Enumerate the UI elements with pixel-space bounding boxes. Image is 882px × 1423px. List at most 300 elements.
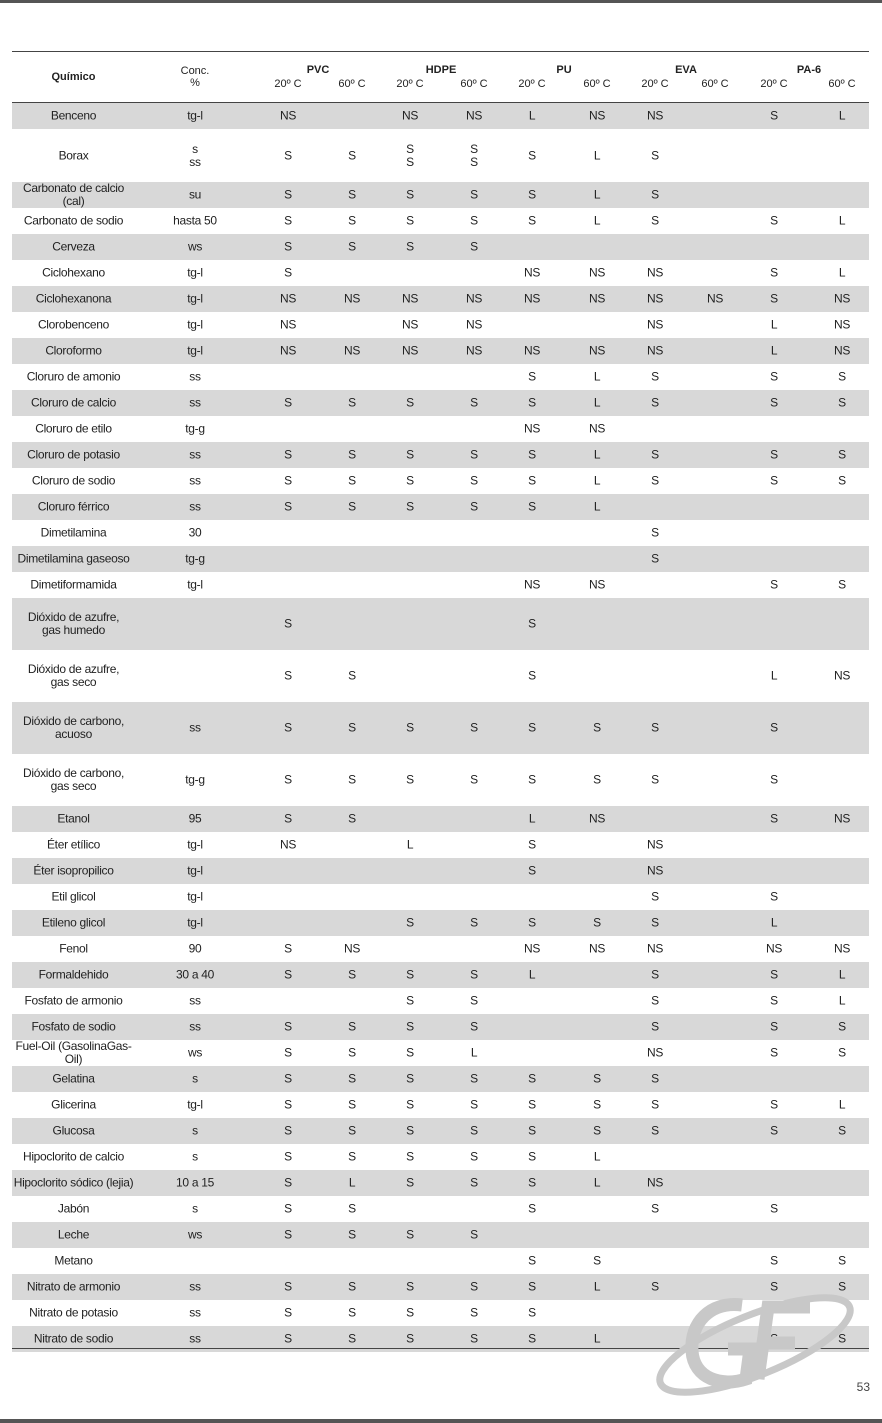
resistance-value: NS (465, 343, 483, 358)
chemical-name: Benceno (50, 108, 97, 123)
resistance-value: NS (646, 1175, 664, 1190)
table-body (12, 103, 869, 1352)
resistance-value: NS (401, 108, 419, 123)
resistance-value: S (348, 447, 356, 462)
resistance-value: NS (279, 837, 297, 852)
table-row (12, 520, 869, 546)
resistance-value: S (528, 863, 536, 878)
resistance-value: S (770, 967, 778, 982)
concentration: tg-l (187, 889, 203, 904)
resistance-value: S (406, 967, 414, 982)
resistance-value: NS (279, 108, 297, 123)
resistance-value: NS (588, 343, 606, 358)
resistance-value: S (528, 668, 536, 683)
resistance-value: L (838, 108, 846, 123)
resistance-value: S (528, 473, 536, 488)
resistance-value: S (838, 395, 846, 410)
resistance-value: S (593, 1253, 601, 1268)
resistance-value: S (284, 1227, 292, 1242)
table-row (12, 936, 869, 962)
resistance-value: NS (588, 811, 606, 826)
resistance-value: NS (646, 863, 664, 878)
resistance-value: S (651, 1019, 659, 1034)
concentration: s (192, 1071, 198, 1086)
table-row (12, 1014, 869, 1040)
concentration: ws (187, 1045, 203, 1060)
table-row (12, 962, 869, 988)
table-row (12, 1092, 869, 1118)
resistance-value: S (284, 499, 292, 514)
chemical-name: Fosfato de sodio (31, 1019, 116, 1034)
resistance-value: NS (523, 291, 541, 306)
resistance-value: NS (833, 811, 851, 826)
chemical-name: Dimetiformamida (30, 577, 117, 592)
resistance-value: S (770, 447, 778, 462)
resistance-value: S (284, 473, 292, 488)
resistance-value: S (528, 1201, 536, 1216)
concentration: su (188, 187, 202, 202)
resistance-value: S (406, 499, 414, 514)
resistance-value: S (770, 1279, 778, 1294)
resistance-value: NS (279, 291, 297, 306)
resistance-value: S (651, 395, 659, 410)
concentration: tg-l (187, 291, 203, 306)
resistance-value: S (470, 1149, 478, 1164)
header-temp60: 60º C (828, 78, 856, 90)
resistance-value: S (470, 395, 478, 410)
table-row (12, 390, 869, 416)
table-row (12, 494, 869, 520)
chemical-name: Cloruro de etilo (35, 421, 112, 436)
resistance-value: L (770, 668, 778, 683)
resistance-value: S (593, 720, 601, 735)
resistance-value: L (528, 108, 536, 123)
resistance-value: NS (833, 941, 851, 956)
chemical-name: Metano (54, 1253, 93, 1268)
chemical-name: Ciclohexano (42, 265, 105, 280)
chemical-name: Fuel-Oil (GasolinaGas-Oil) (15, 1039, 132, 1066)
table-row (12, 103, 869, 129)
resistance-value: L (593, 1331, 601, 1346)
concentration: tg-l (187, 317, 203, 332)
chemical-name: Dimetilamina gaseoso (17, 551, 130, 566)
chemical-name: Fosfato de armonio (24, 993, 123, 1008)
resistance-value: S (838, 1331, 846, 1346)
resistance-value: S (348, 187, 356, 202)
resistance-value: S (651, 473, 659, 488)
resistance-value: NS (588, 577, 606, 592)
gf-logo (650, 1279, 860, 1403)
resistance-value: S (770, 213, 778, 228)
resistance-value: NS (646, 108, 664, 123)
header-temp60: 60º C (583, 78, 611, 90)
resistance-value: L (770, 317, 778, 332)
table-row (12, 832, 869, 858)
resistance-value: S (470, 187, 478, 202)
resistance-value: S (528, 1279, 536, 1294)
resistance-value: NS (646, 941, 664, 956)
resistance-value: S (651, 1201, 659, 1216)
chemical-name: Dimetilamina (40, 525, 107, 540)
resistance-value: S (651, 993, 659, 1008)
resistance-value: S (593, 915, 601, 930)
resistance-value: S (348, 720, 356, 735)
header-group-pvc: PVC (306, 64, 330, 76)
resistance-value: NS (401, 291, 419, 306)
resistance-value: L (593, 1149, 601, 1164)
resistance-value: S (651, 525, 659, 540)
resistance-value: S (470, 499, 478, 514)
resistance-value: S (284, 1071, 292, 1086)
resistance-value: S (406, 1331, 414, 1346)
resistance-value: S (284, 967, 292, 982)
resistance-value: S (348, 473, 356, 488)
resistance-value: L (593, 447, 601, 462)
resistance-value: NS (833, 343, 851, 358)
chemical-name: Cloruro de amonio (26, 369, 121, 384)
resistance-value: S (838, 577, 846, 592)
resistance-value: S (406, 395, 414, 410)
resistance-value: NS (465, 291, 483, 306)
chemical-name: Nitrato de armonio (26, 1279, 121, 1294)
resistance-value: NS (523, 941, 541, 956)
resistance-value: L (770, 343, 778, 358)
table-row (12, 260, 869, 286)
resistance-value: S (528, 1331, 536, 1346)
header-temp20: 20º C (760, 78, 788, 90)
resistance-value: NS (646, 265, 664, 280)
table-row (12, 338, 869, 364)
resistance-value: NS (343, 291, 361, 306)
resistance-value: S (284, 941, 292, 956)
resistance-value: S (770, 473, 778, 488)
concentration: ws (187, 1227, 203, 1242)
resistance-value: S (470, 239, 478, 254)
resistance-value: S (406, 1071, 414, 1086)
resistance-value: S (593, 1097, 601, 1112)
resistance-value: S (528, 395, 536, 410)
header-temp60: 60º C (338, 78, 366, 90)
resistance-value: S (406, 915, 414, 930)
resistance-value: S (470, 1097, 478, 1112)
resistance-value: NS (588, 421, 606, 436)
resistance-value: S (284, 1331, 292, 1346)
resistance-value: S (770, 1097, 778, 1112)
resistance-value: L (593, 395, 601, 410)
chemical-name: Fenol (59, 941, 88, 956)
resistance-value: S (348, 772, 356, 787)
header-temp60: 60º C (460, 78, 488, 90)
resistance-value: S (528, 720, 536, 735)
concentration: 95 (188, 811, 202, 826)
resistance-value: S (770, 369, 778, 384)
resistance-value: S (284, 187, 292, 202)
concentration: ss (189, 720, 201, 735)
chemical-name: Cerveza (52, 239, 95, 254)
resistance-value: S (470, 772, 478, 787)
resistance-value: S (651, 1279, 659, 1294)
resistance-value: S (348, 1019, 356, 1034)
chemical-name: Borax (58, 148, 89, 162)
resistance-value: S (470, 1071, 478, 1086)
resistance-value: S (284, 811, 292, 826)
resistance-value: NS (343, 343, 361, 358)
header-group-pa-6: PA-6 (796, 64, 822, 76)
header-conc: Conc. % (180, 65, 210, 89)
resistance-value: S (348, 1305, 356, 1320)
resistance-value: L (406, 837, 414, 852)
chemical-name: Formaldehido (38, 967, 109, 982)
table-row (12, 364, 869, 390)
concentration: s (192, 1201, 198, 1216)
concentration: ss (189, 1279, 201, 1294)
resistance-value: NS (588, 291, 606, 306)
resistance-value: S (593, 1071, 601, 1086)
resistance-value: L (593, 148, 601, 162)
chemical-name: Dióxido de azufre, gas seco (27, 662, 120, 689)
chemical-name: Ciclohexanona (35, 291, 112, 306)
resistance-value: S (348, 213, 356, 228)
table-row (12, 988, 869, 1014)
concentration: ss (189, 395, 201, 410)
resistance-value: S (470, 213, 478, 228)
resistance-value: L (593, 473, 601, 488)
concentration: tg-l (187, 915, 203, 930)
concentration: ws (187, 239, 203, 254)
chemical-name: Glicerina (51, 1097, 96, 1112)
table-row (12, 1040, 869, 1066)
resistance-value: NS (465, 317, 483, 332)
resistance-value: S (651, 772, 659, 787)
resistance-value: S (651, 447, 659, 462)
resistance-value: S (470, 993, 478, 1008)
concentration: s (192, 1149, 198, 1164)
chemical-name: Nitrato de sodio (33, 1331, 114, 1346)
resistance-value: NS (765, 941, 783, 956)
chemical-name: Cloruro férrico (37, 499, 110, 514)
table-row (12, 884, 869, 910)
resistance-value: S (470, 967, 478, 982)
resistance-value: S (770, 108, 778, 123)
resistance-value: S (528, 1149, 536, 1164)
resistance-value: S (284, 1305, 292, 1320)
resistance-value: S (406, 1019, 414, 1034)
resistance-value: S (348, 1227, 356, 1242)
resistance-value: S (470, 915, 478, 930)
resistance-value: S (651, 187, 659, 202)
resistance-value: S (651, 213, 659, 228)
resistance-value: S (651, 1097, 659, 1112)
concentration: tg-g (185, 772, 205, 787)
resistance-value: L (593, 369, 601, 384)
resistance-value: S (348, 1279, 356, 1294)
chemical-name: Dióxido de carbono, gas seco (22, 766, 125, 793)
resistance-value: S (406, 473, 414, 488)
chemical-name: Cloruro de sodio (31, 473, 116, 488)
table-row (12, 1170, 869, 1196)
concentration: 30 (188, 525, 202, 540)
resistance-value: S (528, 915, 536, 930)
concentration: 30 a 40 (176, 967, 214, 982)
resistance-value: S (406, 1097, 414, 1112)
resistance-value: S (348, 811, 356, 826)
resistance-value: S (284, 1175, 292, 1190)
resistance-value: S (284, 213, 292, 228)
concentration: ss (189, 447, 201, 462)
table-row (12, 234, 869, 260)
resistance-value: NS (465, 108, 483, 123)
resistance-value: S (770, 1253, 778, 1268)
resistance-value: S (284, 1279, 292, 1294)
chemical-name: Carbonato de sodio (23, 213, 124, 228)
chemical-name: Hipoclorito sódico (lejia) (13, 1175, 134, 1190)
chemical-name: Etil glicol (51, 889, 96, 904)
resistance-value: S (348, 395, 356, 410)
resistance-value: L (770, 915, 778, 930)
table-row (12, 572, 869, 598)
resistance-value: S (651, 967, 659, 982)
resistance-value: NS (833, 668, 851, 683)
resistance-value: S (348, 239, 356, 254)
resistance-value: L (593, 499, 601, 514)
resistance-value: NS (523, 265, 541, 280)
resistance-value: S (348, 1045, 356, 1060)
resistance-value: L (470, 1045, 478, 1060)
table-row (12, 1222, 869, 1248)
header-quimico: Químico (51, 71, 96, 83)
chemical-resistance-table (12, 51, 869, 1352)
resistance-value: S (470, 1305, 478, 1320)
chemical-name: Carbonato de calcio (cal) (22, 181, 125, 208)
resistance-value: S (528, 616, 536, 631)
concentration: tg-l (187, 837, 203, 852)
resistance-value: S (838, 1253, 846, 1268)
resistance-value: S (406, 772, 414, 787)
chemical-name: Glucosa (52, 1123, 95, 1138)
chemical-name: Cloruro de calcio (31, 395, 116, 410)
concentration: s ss (189, 141, 201, 169)
chemical-name: Leche (57, 1227, 90, 1242)
header-group-hdpe: HDPE (425, 64, 457, 76)
resistance-value: NS (833, 291, 851, 306)
table-row (12, 286, 869, 312)
resistance-value: NS (343, 941, 361, 956)
resistance-value: S (348, 1331, 356, 1346)
concentration: 10 a 15 (176, 1175, 214, 1190)
concentration: tg-l (187, 863, 203, 878)
resistance-value: L (528, 811, 536, 826)
concentration: tg-l (187, 1097, 203, 1112)
chemical-name: Etanol (57, 811, 90, 826)
concentration: tg-l (187, 343, 203, 358)
header-group-pu: PU (556, 64, 572, 76)
concentration: ss (189, 1331, 201, 1346)
resistance-value: NS (401, 343, 419, 358)
resistance-value: S (284, 668, 292, 683)
concentration: tg-l (187, 577, 203, 592)
resistance-value: NS (646, 343, 664, 358)
concentration: tg-g (185, 551, 205, 566)
chemical-name: Clorobenceno (37, 317, 110, 332)
resistance-value: S (838, 1279, 846, 1294)
table-row (12, 910, 869, 936)
resistance-value: S (651, 1071, 659, 1086)
table-row (12, 416, 869, 442)
resistance-value: S (470, 1019, 478, 1034)
resistance-value: S (406, 1175, 414, 1190)
resistance-value: S (528, 1253, 536, 1268)
table-row (12, 1196, 869, 1222)
resistance-value: S (528, 837, 536, 852)
table-row (12, 129, 869, 182)
chemical-name: Dióxido de azufre, gas humedo (27, 610, 120, 637)
resistance-value: S (470, 1227, 478, 1242)
resistance-value: S (770, 1331, 778, 1346)
resistance-value: L (838, 967, 846, 982)
resistance-value: S (528, 1071, 536, 1086)
table-row (12, 1144, 869, 1170)
resistance-value: S (838, 1123, 846, 1138)
resistance-value: S (348, 499, 356, 514)
table-row (12, 806, 869, 832)
header-group-eva: EVA (675, 64, 697, 76)
chemical-name: Cloroformo (45, 343, 102, 358)
concentration: tg-g (185, 421, 205, 436)
resistance-value: S (528, 499, 536, 514)
chemical-name: Hipoclorito de calcio (22, 1149, 125, 1164)
resistance-value: L (348, 1175, 356, 1190)
resistance-value: S (528, 1123, 536, 1138)
table-row (12, 754, 869, 806)
resistance-value: L (838, 265, 846, 280)
resistance-value: NS (646, 291, 664, 306)
concentration: 90 (188, 941, 202, 956)
table-row (12, 468, 869, 494)
top-border (0, 0, 882, 3)
resistance-value: S (770, 720, 778, 735)
resistance-value: S (770, 395, 778, 410)
resistance-value: S (284, 1019, 292, 1034)
resistance-value: S (528, 187, 536, 202)
resistance-value: S (406, 720, 414, 735)
resistance-value: S (348, 148, 356, 162)
resistance-value: S (406, 239, 414, 254)
resistance-value: L (838, 993, 846, 1008)
resistance-value: NS (279, 317, 297, 332)
resistance-value: S (406, 213, 414, 228)
table-row (12, 650, 869, 702)
resistance-value: S (838, 447, 846, 462)
table-row (12, 858, 869, 884)
resistance-value: S (284, 720, 292, 735)
resistance-value: S (651, 720, 659, 735)
resistance-value: S (770, 1123, 778, 1138)
resistance-value: S (651, 1123, 659, 1138)
resistance-value: S (838, 1019, 846, 1034)
resistance-value: S (651, 915, 659, 930)
table-row (12, 312, 869, 338)
concentration: ss (189, 499, 201, 514)
chemical-name: Cloruro de potasio (27, 447, 120, 462)
resistance-value: S (348, 1097, 356, 1112)
resistance-value: NS (279, 343, 297, 358)
resistance-value: NS (523, 421, 541, 436)
resistance-value: NS (401, 317, 419, 332)
resistance-value: S (770, 577, 778, 592)
chemical-name: Etileno glicol (41, 915, 106, 930)
resistance-value: S (528, 148, 536, 162)
resistance-value: NS (646, 317, 664, 332)
